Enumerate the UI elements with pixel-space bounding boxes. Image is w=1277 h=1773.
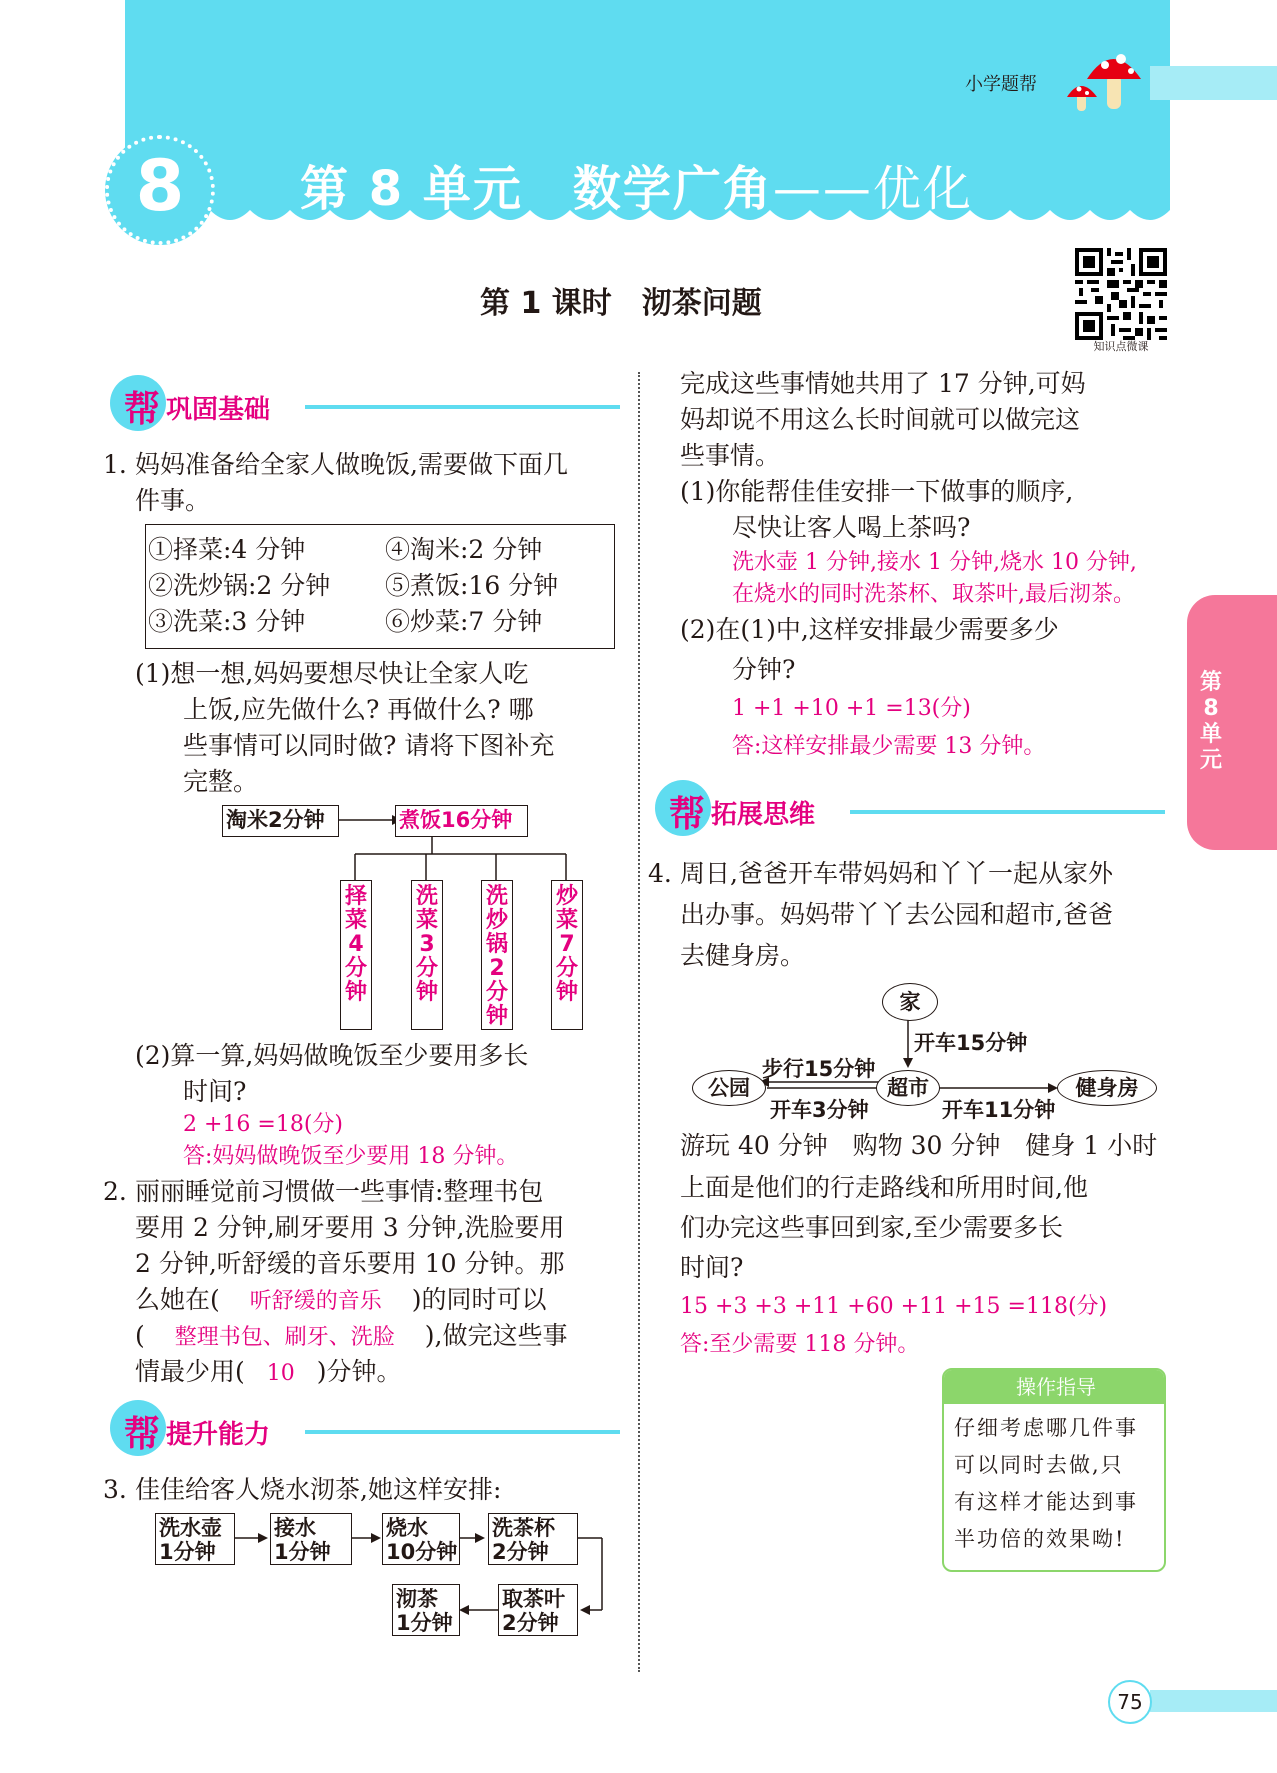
q1-part1-line2: 上饭,应先做什么? 再做什么? 哪 bbox=[183, 695, 534, 724]
q1-part2-line1: (2)算一算,妈妈做晚饭至少要用多长 bbox=[135, 1041, 529, 1070]
q2-line2: 要用 2 分钟,刷牙要用 3 分钟,洗脸要用 bbox=[135, 1213, 565, 1242]
map-label-drive3: 开车3分钟 bbox=[770, 1098, 869, 1122]
q2-blank3-answer: 10 bbox=[266, 1361, 295, 1386]
q2-line4 bbox=[135, 1282, 547, 1320]
qr-caption: 知识点微课 bbox=[1093, 340, 1149, 353]
q2-line6 bbox=[135, 1354, 402, 1392]
q2-line1: 丽丽睡觉前习惯做一些事情:整理书包 bbox=[135, 1177, 544, 1206]
guide-line: 有这样才能达到事 bbox=[954, 1490, 1138, 1514]
brand-tab bbox=[1150, 66, 1277, 100]
brand-name: 小学题帮 bbox=[965, 74, 1037, 95]
q3-part1-line1: (1)你能帮佳佳安排一下做事的顺序, bbox=[680, 477, 1074, 506]
page-number: 75 bbox=[1108, 1680, 1152, 1724]
guide-line: 半功倍的效果呦! bbox=[954, 1527, 1126, 1551]
q1-part2-line2: 时间? bbox=[183, 1077, 247, 1106]
q2-blank2-answer: 整理书包、刷牙、洗脸 bbox=[174, 1325, 395, 1350]
map-node-market: 超市 bbox=[876, 1070, 940, 1106]
qr-code-icon[interactable] bbox=[1075, 248, 1167, 340]
q2-line6-b: )分钟。 bbox=[316, 1357, 402, 1386]
q1-number: 1. bbox=[103, 450, 127, 479]
q3-part1-answer-line2: 在烧水的同时洗茶杯、取茶叶,最后沏茶。 bbox=[732, 582, 1135, 607]
task-item: ⑥炒菜:7 分钟 bbox=[385, 607, 543, 636]
flow-vbox-wash-wok: 洗炒锅2分钟 bbox=[481, 880, 513, 1030]
flow-vbox-stir-fry: 炒菜7分钟 bbox=[551, 880, 583, 1030]
q2-line5 bbox=[135, 1318, 567, 1356]
task-item: ③洗菜:3 分钟 bbox=[148, 607, 306, 636]
map-node-home: 家 bbox=[882, 983, 938, 1021]
q3-part1-line2: 尽快让客人喝上茶吗? bbox=[732, 513, 971, 542]
flow-step-get-tea: 取茶叶 2分钟 bbox=[498, 1584, 578, 1636]
task-item: ①择菜:4 分钟 bbox=[148, 535, 306, 564]
unit-side-tab-label: 第8单元 bbox=[1200, 670, 1223, 773]
map-label-walk15: 步行15分钟 bbox=[762, 1057, 876, 1081]
unit-title bbox=[300, 150, 973, 219]
task-item: ②洗炒锅:2 分钟 bbox=[148, 571, 331, 600]
flow-step-wash-kettle: 洗水壶 1分钟 bbox=[155, 1513, 235, 1565]
map-node-park: 公园 bbox=[692, 1070, 766, 1106]
q4-answer-text: 答:至少需要 118 分钟。 bbox=[680, 1332, 920, 1357]
section-bang: 帮 bbox=[124, 389, 161, 430]
flow-box-rice-wash: 淘米2分钟 bbox=[222, 805, 339, 837]
q2-line3: 2 分钟,听舒缓的音乐要用 10 分钟。那 bbox=[135, 1249, 565, 1278]
q2-line4-a: 么她在( bbox=[135, 1285, 220, 1314]
q4-line2: 出办事。妈妈带丫丫去公园和超市,爸爸 bbox=[680, 900, 1113, 929]
section-title: 巩固基础 bbox=[166, 395, 271, 425]
q3-part2-line2: 分钟? bbox=[732, 655, 796, 684]
q1-answer-equation: 2 +16 =18(分) bbox=[183, 1112, 344, 1137]
operation-guide-box bbox=[942, 1368, 1166, 1572]
q1-part1-line3: 些事情可以同时做? 请将下图补充 bbox=[183, 731, 555, 760]
section-title: 提升能力 bbox=[166, 1420, 271, 1450]
section-title: 拓展思维 bbox=[711, 800, 816, 830]
q2-line5-a: ( bbox=[135, 1321, 145, 1350]
guide-line: 仔细考虑哪几件事 bbox=[954, 1416, 1138, 1440]
column-divider bbox=[638, 372, 640, 1672]
q3-cont-line2: 妈却说不用这么长时间就可以做完这 bbox=[680, 405, 1081, 434]
map-label-drive11: 开车11分钟 bbox=[942, 1098, 1056, 1122]
map-label-drive15: 开车15分钟 bbox=[914, 1031, 1028, 1055]
section-header-ability bbox=[110, 1400, 620, 1460]
section-line bbox=[850, 810, 1165, 814]
q4-line1: 周日,爸爸开车带妈妈和丫丫一起从家外 bbox=[680, 859, 1113, 888]
q3-stem: 佳佳给客人烧水沏茶,她这样安排: bbox=[135, 1475, 502, 1504]
q4-answer-equation: 15 +3 +3 +11 +60 +11 +15 =118(分) bbox=[680, 1294, 1108, 1319]
q4-activity-times: 游玩 40 分钟 购物 30 分钟 健身 1 小时 bbox=[680, 1131, 1158, 1160]
q3-part2-answer-equation: 1 +1 +10 +1 =13(分) bbox=[732, 696, 971, 721]
q2-line4-b: )的同时可以 bbox=[411, 1285, 547, 1314]
flow-box-cook-rice: 煮饭16分钟 bbox=[395, 805, 528, 837]
q4-line3: 去健身房。 bbox=[680, 941, 806, 970]
q3-number: 3. bbox=[103, 1475, 127, 1504]
q3-part1-answer-line1: 洗水壶 1 分钟,接水 1 分钟,烧水 10 分钟, bbox=[732, 550, 1137, 575]
section-bang: 帮 bbox=[124, 1414, 161, 1455]
section-header-expand bbox=[655, 780, 1165, 840]
q2-blank1-answer: 听舒缓的音乐 bbox=[249, 1289, 382, 1314]
guide-title: 操作指导 bbox=[944, 1370, 1166, 1404]
unit-title-main: 第 8 单元 数学广角 bbox=[300, 161, 773, 217]
q1-stem-line1: 妈妈准备给全家人做晚饭,需要做下面几 bbox=[135, 450, 568, 479]
flow-step-make-tea: 沏茶 1分钟 bbox=[392, 1584, 460, 1636]
q4-line5: 们办完这些事回到家,至少需要多长 bbox=[680, 1213, 1063, 1242]
q2-line5-b: ),做完这些事 bbox=[424, 1321, 568, 1350]
q4-line4: 上面是他们的行走路线和所用时间,他 bbox=[680, 1173, 1088, 1202]
q2-line6-a: 情最少用( bbox=[135, 1357, 245, 1386]
flow-step-boil-water: 烧水 10分钟 bbox=[382, 1513, 460, 1565]
lesson-title: 第 1 课时 沏茶问题 bbox=[480, 286, 762, 321]
section-line bbox=[305, 405, 620, 409]
unit-title-dash: ——优化 bbox=[772, 161, 973, 217]
map-node-gym: 健身房 bbox=[1057, 1070, 1157, 1106]
section-line bbox=[305, 1430, 620, 1434]
flow-step-wash-cups: 洗茶杯 2分钟 bbox=[488, 1513, 578, 1565]
q3-cont-line1: 完成这些事情她共用了 17 分钟,可妈 bbox=[680, 369, 1086, 398]
mushroom-icon bbox=[1065, 45, 1150, 115]
q3-part2-answer-text: 答:这样安排最少需要 13 分钟。 bbox=[732, 734, 1046, 759]
q4-line6: 时间? bbox=[680, 1253, 744, 1282]
q2-number: 2. bbox=[103, 1177, 127, 1206]
flow-vbox-wash-vegetables: 洗菜3分钟 bbox=[411, 880, 443, 1030]
q1-part1-line1: (1)想一想,妈妈要想尽快让全家人吃 bbox=[135, 659, 529, 688]
q1-part1-line4: 完整。 bbox=[183, 767, 259, 796]
guide-line: 可以同时去做,只 bbox=[954, 1453, 1124, 1477]
unit-number: 8 bbox=[135, 145, 185, 227]
guide-body bbox=[954, 1410, 1156, 1558]
flow-vbox-pick-vegetables: 择菜4分钟 bbox=[340, 880, 372, 1030]
flow-step-fetch-water: 接水 1分钟 bbox=[270, 1513, 352, 1565]
q1-answer-text: 答:妈妈做晚饭至少要用 18 分钟。 bbox=[183, 1144, 519, 1169]
q1-stem-line2: 件事。 bbox=[135, 486, 211, 515]
q4-number: 4. bbox=[648, 859, 672, 888]
q3-part2-line1: (2)在(1)中,这样安排最少需要多少 bbox=[680, 615, 1059, 644]
task-item: ⑤煮饭:16 分钟 bbox=[385, 571, 559, 600]
task-item: ④淘米:2 分钟 bbox=[385, 535, 543, 564]
section-header-basic bbox=[110, 375, 620, 435]
page-number-bar bbox=[1150, 1690, 1277, 1712]
q3-cont-line3: 些事情。 bbox=[680, 441, 781, 470]
section-bang: 帮 bbox=[669, 794, 706, 835]
